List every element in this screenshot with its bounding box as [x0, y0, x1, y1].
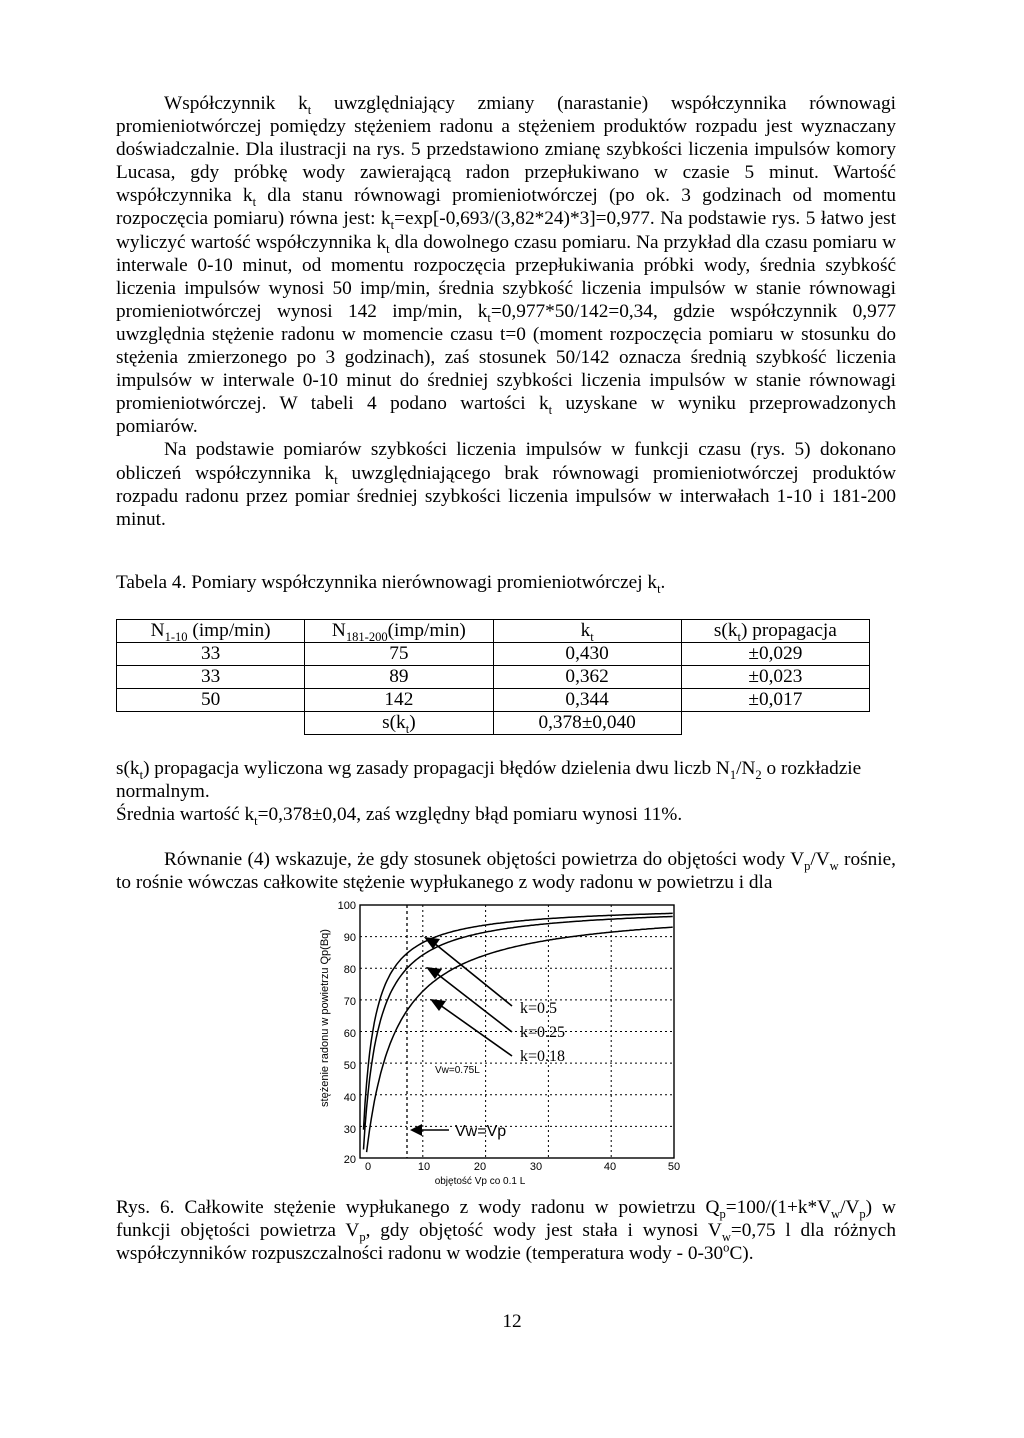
- cell-n1: 33: [117, 666, 305, 689]
- x-tick-labels: [365, 1161, 680, 1173]
- cell-kt: 0,344: [493, 689, 681, 712]
- cell-s: ±0,029: [681, 643, 869, 666]
- subscript: 181-200: [345, 629, 388, 644]
- label-k-0-18: k=0.18: [520, 1048, 566, 1065]
- text-span: /V: [810, 849, 830, 870]
- cell-kt: 0,430: [493, 643, 681, 666]
- summary-label: [305, 712, 493, 735]
- superscript: o: [723, 1240, 730, 1255]
- table-row: [117, 666, 870, 689]
- x-tick-label: 20: [473, 1161, 487, 1173]
- y-tick-label: 100: [337, 900, 356, 912]
- x-tick-label: 30: [529, 1161, 543, 1173]
- y-tick-label: 20: [343, 1154, 356, 1166]
- text-span: ) w funkcji objętości powietrza V: [116, 1197, 896, 1242]
- subscript: t: [307, 102, 312, 117]
- table-notes: [116, 757, 896, 829]
- subscript: p: [804, 858, 811, 873]
- subscript: t: [254, 814, 258, 829]
- text-span: rośnie, to rośnie wówczas całkowite stężenie wypłukanego z wody radonu w powietrzu i dla: [116, 849, 896, 894]
- y-tick-label: 80: [343, 964, 356, 976]
- subscript: t: [139, 767, 144, 782]
- arrow-icon: [430, 999, 512, 1056]
- label-k-0-5: k=0.5: [520, 1000, 558, 1017]
- header-skt: [681, 620, 869, 643]
- text-span: uwzględniającego brak równowagi promieniotwórczej produktów rozpadu radonu przez pomiar średniej szybkości liczenia impulsów w interwałach 1-10 i 181-200 minut.: [116, 462, 896, 530]
- paragraph-kt-explanation: [116, 92, 896, 531]
- summary-value: 0,378±0,040: [493, 712, 681, 735]
- x-tick-label: 50: [667, 1161, 681, 1173]
- header-n2: [305, 620, 493, 643]
- text-span: s(k: [713, 620, 738, 641]
- text-span: uwzględniający zmiany (narastanie) współczynnika równowagi promieniotwórczej pomiędzy stężeniem radonu a stężeniem produktów rozpadu jest wyznaczany doświadczalnie. Dla ilustracji na rys. 5 przedstawiono zmianę szybkości liczenia impulsów komory Lucasa, gdy próbkę wody zawierającą radon przepłukiwano w czasie 5 minut. Wartość współczynnika k: [116, 93, 896, 207]
- table-row: [117, 689, 870, 712]
- arrow-icon: [426, 967, 512, 1032]
- x-tick-label: 40: [603, 1161, 617, 1173]
- cell-kt: 0,362: [493, 666, 681, 689]
- subscript: t: [252, 195, 257, 210]
- text-span: C).: [729, 1243, 754, 1265]
- header-n1: [117, 620, 305, 643]
- text-span: /N: [736, 758, 756, 779]
- table-kt-measurements: [116, 619, 870, 735]
- text-span: s(k: [116, 758, 140, 779]
- label-vw: Vw=0.75L: [435, 1065, 480, 1076]
- x-tick-label: 0: [364, 1161, 372, 1173]
- header-kt: [493, 620, 681, 643]
- text-span: dla stanu równowagi promieniotwórczej (po ok. 3 godzinach od momentu rozpoczęcia pomiaru) równa jest: k: [116, 185, 897, 230]
- arrow-icon: [410, 1124, 449, 1136]
- empty-cell: [681, 712, 869, 735]
- text-span: N: [331, 620, 346, 641]
- text-span: Równanie (4) wskazuje, że gdy stosunek objętości powietrza do objętości wody V: [164, 849, 805, 870]
- y-tick-label: 70: [343, 996, 356, 1008]
- text-span: o rozkładzie normalnym.: [116, 758, 862, 803]
- text-span: ) propagacja wyliczona wg zasady propagacji błędów dzielenia dwu liczb N: [143, 758, 730, 779]
- subscript: w: [831, 1206, 841, 1221]
- x-axis-label: objętość Vp co 0.1 L: [434, 1176, 526, 1187]
- y-tick-label: 60: [343, 1028, 356, 1040]
- subscript: 2: [755, 767, 762, 782]
- subscript: w: [721, 1229, 731, 1244]
- subscript: p: [859, 1206, 866, 1221]
- text-span: ): [409, 712, 416, 733]
- cell-n2: 75: [305, 643, 493, 666]
- cell-n1: 50: [117, 689, 305, 712]
- table-header-row: [117, 620, 870, 643]
- label-vw-vp: Vw=Vp: [455, 1123, 507, 1140]
- y-axis-label: stężenie radonu w powietrzu Qp(Bq): [319, 929, 331, 1107]
- text-span: (imp/min): [387, 620, 466, 641]
- series-curves: [364, 913, 673, 1152]
- paragraph-equation-4: [116, 848, 896, 894]
- text-span: N: [150, 620, 165, 641]
- y-tick-labels: [338, 900, 356, 1166]
- text-span: =0,75 l dla różnych współczynników rozpuszczalności radonu w wodzie (temperatura wody - 0-30: [116, 1220, 896, 1265]
- table-summary-row: [117, 712, 870, 735]
- subscript: t: [548, 403, 553, 418]
- text-span: /V: [840, 1197, 860, 1218]
- text-span: Współczynnik k: [164, 93, 308, 114]
- text-span: uzyskane w wyniku przeprowadzonych pomiarów.: [116, 393, 896, 438]
- subscript: p: [359, 1229, 366, 1244]
- subscript: 1: [729, 767, 737, 782]
- text-span: , gdy objętość wody jest stała i wynosi V: [365, 1220, 722, 1242]
- figure-6-chart: [290, 893, 710, 1188]
- text-span: (imp/min): [187, 620, 271, 641]
- text-span: Tabela 4. Pomiary współczynnika nierównowagi promieniotwórczej k: [116, 572, 658, 593]
- page-number: 12: [502, 1311, 522, 1332]
- label-k-0-25: k=0.25: [520, 1024, 566, 1041]
- subscript: t: [737, 629, 741, 644]
- empty-cell: [117, 712, 305, 735]
- subscript: 1-10: [164, 629, 188, 644]
- table-caption: [116, 571, 665, 594]
- subscript: w: [829, 858, 839, 873]
- text-span: Średnia wartość k: [116, 804, 255, 826]
- subscript: p: [719, 1206, 726, 1221]
- text-span: s(k: [382, 712, 406, 733]
- text-span: =100/(1+k*V: [725, 1197, 832, 1218]
- subscript: t: [334, 472, 338, 487]
- y-tick-label: 30: [343, 1124, 356, 1136]
- text-span: =0,378±0,04, zaś względny błąd pomiaru wynosi 11%.: [257, 804, 683, 826]
- text-span: k: [580, 620, 591, 641]
- cell-n2: 142: [305, 689, 493, 712]
- cell-n1: 33: [117, 643, 305, 666]
- cell-s: ±0,023: [681, 666, 869, 689]
- text-span: dla dowolnego czasu pomiaru. Na przykład dla czasu pomiaru w interwale 0-10 minut, od momentu rozpoczęcia przepłukiwania próbki wody, średnia szybkość liczenia impulsów wynosi 50 imp/min, średnia szybkość liczenia impulsów w stanie równowagi promieniotwórczej wynosi 142 imp/min, k: [116, 231, 896, 322]
- text-span: =exp[-0,693/(3,82*24)*3]=0,977. Na podstawie rys. 5 łatwo jest wyliczyć wartość współczynnika k: [116, 208, 896, 253]
- subscript: t: [590, 629, 594, 644]
- text-span: ) propagacja: [740, 620, 837, 641]
- text-span: Na podstawie pomiarów szybkości liczenia impulsów w funkcji czasu (rys. 5) dokonano obliczeń współczynnika k: [116, 439, 896, 484]
- subscript: t: [657, 581, 661, 596]
- text-span: =0,977*50/142=0,34, gdzie współczynnik 0,977 uwzględnia stężenie radonu w momencie czasu t=0 (moment rozpoczęcia pomiaru w stosunku do stężenia zmierzonego po 3 godzinach), zaś stosunek 50/142 oznacza średnią szybkość liczenia impulsów w interwale 0-10 minut do średniej szybkości liczenia impulsów w stanie równowagi promieniotwórczej. W tabeli 4 podano wartości k: [116, 300, 896, 415]
- text-span: Rys. 6. Całkowite stężenie wypłukanego z wody radonu w powietrzu Q: [116, 1197, 720, 1218]
- y-tick-label: 50: [343, 1060, 356, 1072]
- cell-n2: 89: [305, 666, 493, 689]
- y-tick-label: 90: [343, 932, 356, 944]
- subscript: t: [386, 241, 390, 256]
- cell-s: ±0,017: [681, 689, 869, 712]
- subscript: t: [405, 721, 410, 736]
- x-tick-label: 10: [417, 1161, 431, 1173]
- subscript: t: [487, 310, 491, 325]
- figure-caption: [116, 1196, 896, 1265]
- table-row: [117, 643, 870, 666]
- annotations: [410, 937, 565, 1140]
- y-tick-label: 40: [343, 1092, 356, 1104]
- text-span: .: [660, 572, 666, 593]
- subscript: t: [390, 218, 395, 233]
